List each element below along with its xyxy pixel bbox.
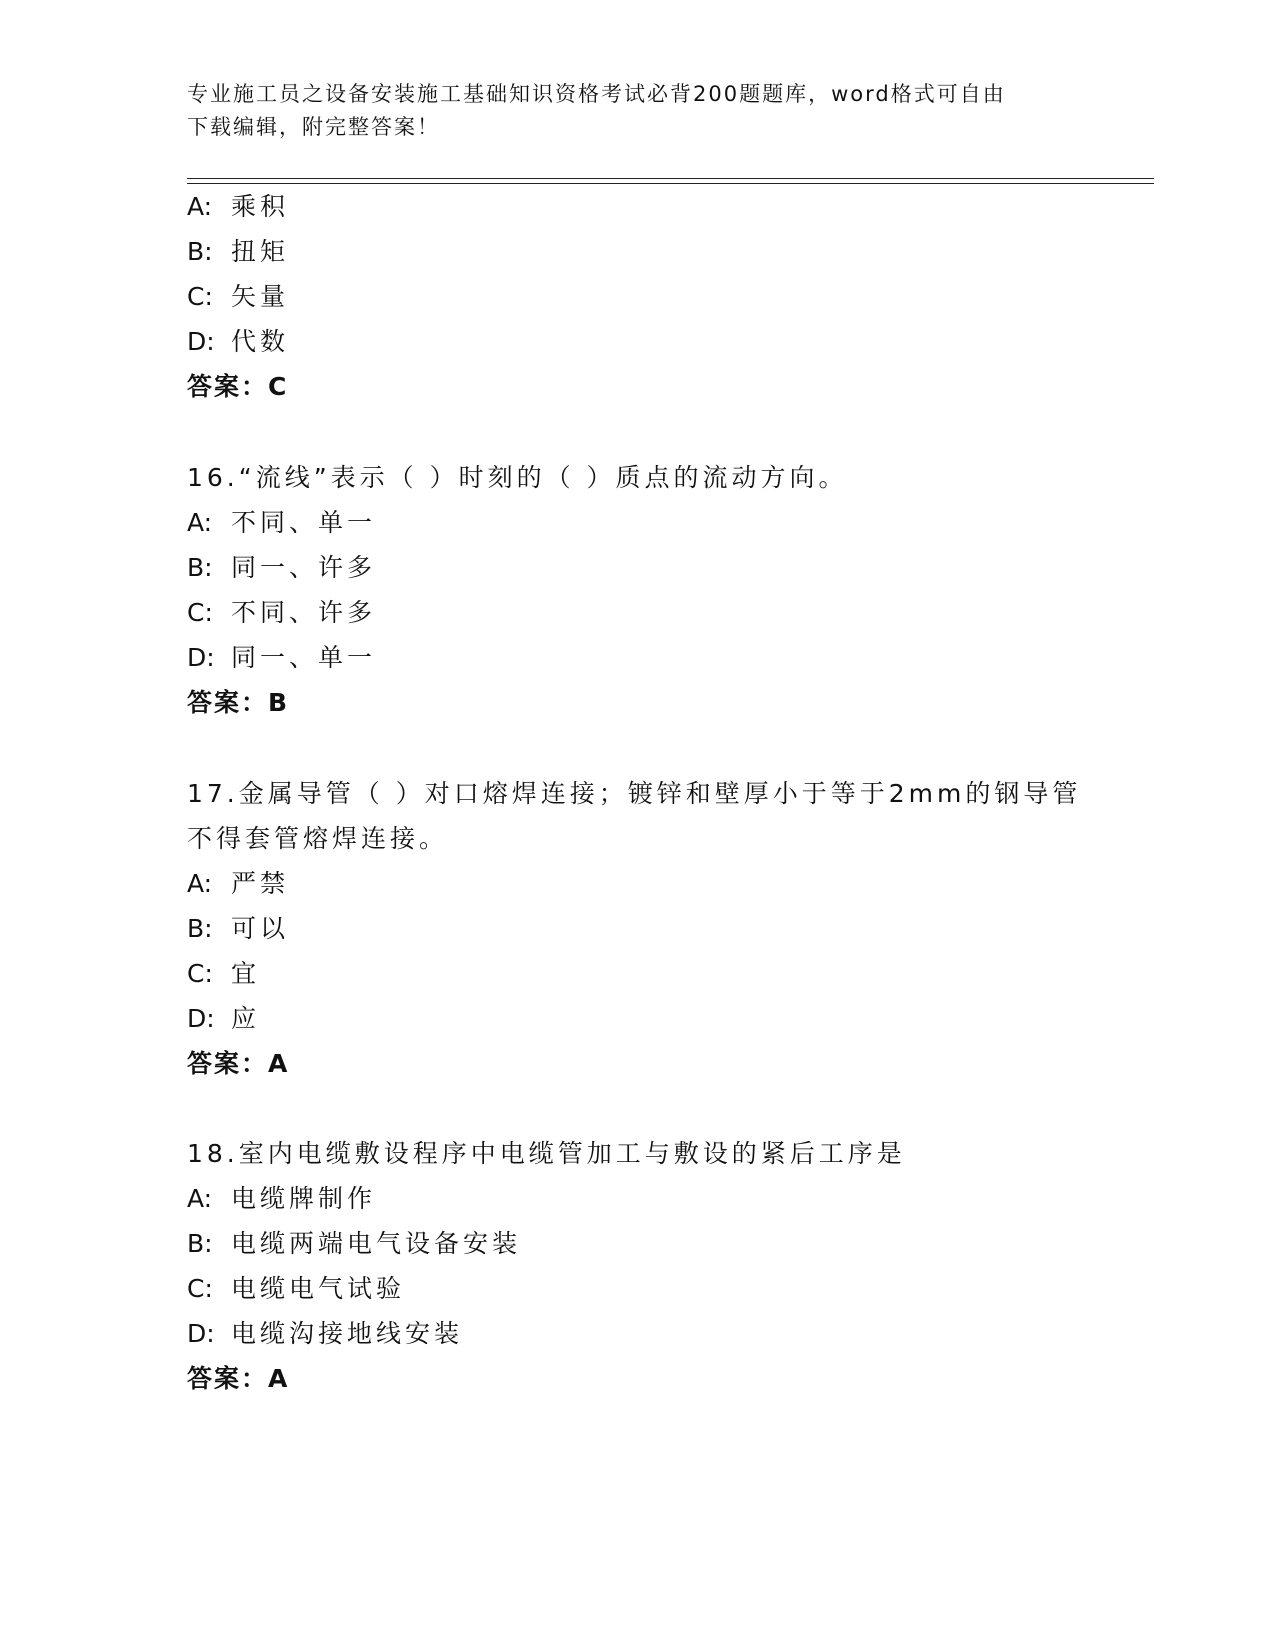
q15-option-a xyxy=(187,192,289,222)
q17-option-b xyxy=(187,914,289,944)
option-label: C: xyxy=(187,598,213,627)
q17-answer: 答案：A xyxy=(187,1049,290,1078)
q16-question: 16.“流线”表示（ ）时刻的（ ）质点的流动方向。 xyxy=(187,463,848,492)
option-text: 乘积 xyxy=(231,192,290,221)
q18-option-a xyxy=(187,1184,376,1214)
option-label: A: xyxy=(187,1184,213,1213)
option-text: 应 xyxy=(231,1004,261,1033)
q16-answer: 答案：B xyxy=(187,688,290,717)
document-title-line-1: 专业施工员之设备安装施工基础知识资格考试必背200题题库，word格式可自由 xyxy=(187,82,1006,106)
q15-option-b xyxy=(187,237,289,267)
option-label: A: xyxy=(187,508,213,537)
option-label: D: xyxy=(187,327,215,356)
option-label: B: xyxy=(187,237,213,266)
q17-option-a xyxy=(187,869,289,899)
option-text: 电缆电气试验 xyxy=(231,1274,406,1303)
q16-option-a xyxy=(187,508,376,538)
option-text: 同一、单一 xyxy=(231,643,377,672)
q16-option-b xyxy=(187,553,376,583)
option-text: 不同、许多 xyxy=(231,598,377,627)
option-label: A: xyxy=(187,869,213,898)
q17-option-c xyxy=(187,959,260,989)
q15-answer: 答案：C xyxy=(187,372,289,401)
document-title-line-2: 下载编辑，附完整答案！ xyxy=(187,115,440,139)
option-text: 代数 xyxy=(231,327,290,356)
q18-question: 18.室内电缆敷设程序中电缆管加工与敷设的紧后工序是 xyxy=(187,1139,906,1168)
option-text: 严禁 xyxy=(231,869,290,898)
q16-option-c xyxy=(187,598,376,628)
q17-option-d xyxy=(187,1004,260,1034)
option-label: B: xyxy=(187,914,213,943)
option-label: C: xyxy=(187,1274,213,1303)
option-text: 可以 xyxy=(231,914,290,943)
q15-option-d xyxy=(187,327,289,357)
q18-answer: 答案：A xyxy=(187,1364,290,1393)
option-text: 电缆沟接地线安装 xyxy=(231,1319,464,1348)
q16-option-d xyxy=(187,643,376,673)
option-label: C: xyxy=(187,959,213,988)
q15-option-c xyxy=(187,282,289,312)
q17-question-line-1: 17.金属导管（ ）对口熔焊连接；镀锌和壁厚小于等于2mm的钢导管 xyxy=(187,779,1082,808)
header-divider-bottom xyxy=(187,183,1154,184)
option-label: D: xyxy=(187,643,215,672)
option-text: 矢量 xyxy=(231,282,290,311)
option-text: 宜 xyxy=(231,959,261,988)
q18-option-b xyxy=(187,1229,521,1259)
q17-question-line-2: 不得套管熔焊连接。 xyxy=(187,824,449,853)
option-text: 同一、许多 xyxy=(231,553,377,582)
q18-option-d xyxy=(187,1319,463,1349)
option-label: B: xyxy=(187,553,213,582)
header-divider-top xyxy=(187,178,1154,179)
option-label: B: xyxy=(187,1229,213,1258)
option-text: 不同、单一 xyxy=(231,508,377,537)
option-label: A: xyxy=(187,192,213,221)
option-label: D: xyxy=(187,1319,215,1348)
option-text: 扭矩 xyxy=(231,237,290,266)
option-text: 电缆两端电气设备安装 xyxy=(231,1229,522,1258)
q18-option-c xyxy=(187,1274,405,1304)
option-label: C: xyxy=(187,282,213,311)
option-label: D: xyxy=(187,1004,215,1033)
option-text: 电缆牌制作 xyxy=(231,1184,377,1213)
